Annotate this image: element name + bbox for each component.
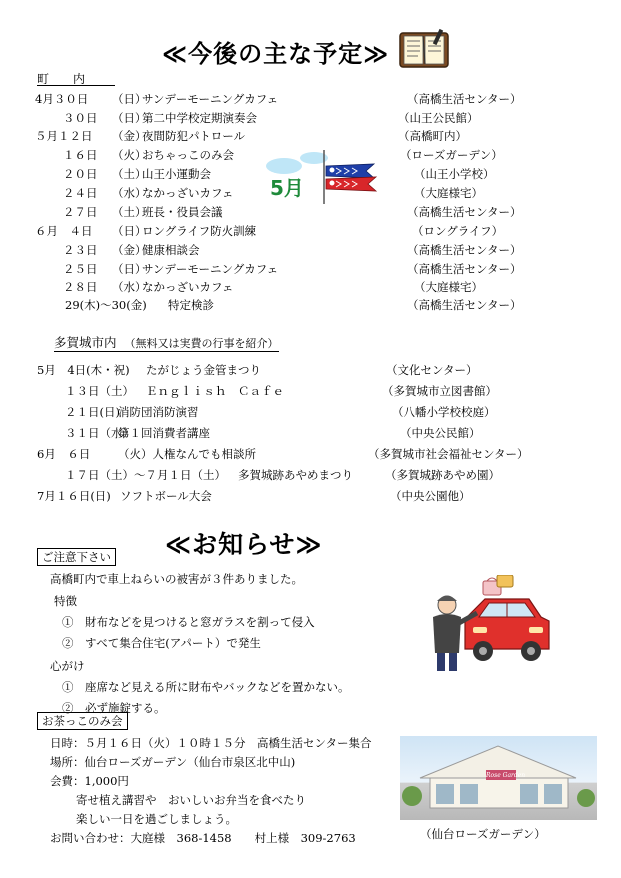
town-event-date: 29(木)～30(金) — [65, 298, 147, 312]
city-event-date: 7月１６日(日) — [37, 489, 111, 503]
city-event-place: （八幡小学校校庭） — [392, 405, 496, 419]
city-section-label — [54, 333, 279, 352]
town-event-name: 特定検診 — [168, 298, 214, 312]
town-event-date: １６日 — [63, 148, 98, 162]
town-event-date: ２０日 — [63, 167, 98, 181]
city-event-name: （火）人権なんでも相談所 — [118, 447, 256, 461]
town-event-place: （大庭様宅） — [414, 280, 483, 294]
town-event-name: 健康相談会 — [142, 243, 200, 257]
caution-label: ご注意下さい — [37, 548, 116, 566]
tea-line-6: お問い合わせ：大庭様 368-1458 村上様 309-2763 — [50, 831, 356, 845]
town-event-date: ３０日 — [63, 111, 98, 125]
rose-garden-photo — [400, 736, 597, 820]
town-event-place: （ローズガーデン） — [400, 148, 503, 162]
city-event-name: 消防団消防演習 — [118, 405, 199, 419]
city-event-date: 5月 4日(木・祝) — [37, 363, 130, 377]
town-event-dow: （土） — [112, 167, 147, 181]
feature-item-2: ② すべて集合住宅(アパート）で発生 — [62, 636, 261, 650]
city-event-place: （多賀城市立図書館） — [382, 384, 497, 398]
town-event-date: ６月 ４日 — [35, 224, 93, 238]
feature-item-1: ① 財布などを見つけると窓ガラスを割って侵入 — [62, 615, 315, 629]
town-event-place: （高橋生活センター） — [407, 243, 522, 257]
may-badge: 5月 — [270, 176, 304, 200]
town-event-name: 第二中学校定期演奏会 — [142, 111, 257, 125]
features-label: 特徴 — [54, 594, 77, 608]
city-event-place: （多賀城跡あやめ園） — [385, 468, 500, 482]
mind-item-2: ② 必ず施錠する。 — [62, 701, 166, 715]
city-label-text: 多賀城市内 — [54, 335, 117, 350]
town-event-name: ロングライフ防火訓練 — [142, 224, 257, 238]
city-event-name: たがじょう金管まつり — [146, 363, 261, 377]
city-event-date: １７日（土）～７月１日（土） — [65, 468, 226, 482]
town-event-date: ５月１２日 — [35, 129, 93, 143]
town-event-place: （高橋生活センター） — [407, 205, 522, 219]
city-event-name: 第１回消費者講座 — [118, 426, 210, 440]
town-event-place: （大庭様宅） — [414, 186, 483, 200]
town-event-name: 夜間防犯パトロール — [142, 129, 246, 143]
tea-line-4: 寄せ植え講習や おいしいお弁当を食べたり — [76, 793, 306, 807]
town-event-place: （高橋生活センター） — [407, 92, 522, 106]
town-event-name: サンデーモーニングカフェ — [142, 262, 279, 276]
town-event-dow: （日） — [112, 224, 147, 238]
city-event-name: ソフトボール大会 — [120, 489, 212, 503]
tea-line-1: 日時：５月１６日（火）１０時１５分 高橋生活センター集合 — [50, 736, 372, 750]
tea-line-2: 場所：仙台ローズガーデン（仙台市泉区北中山) — [50, 755, 296, 769]
town-event-name: 山王小運動会 — [142, 167, 211, 181]
town-event-name: サンデーモーニングカフェ — [142, 92, 279, 106]
mind-label: 心がけ — [50, 659, 85, 673]
caution-intro: 高橋町内で車上ねらいの被害が３件ありました。 — [50, 572, 303, 586]
city-event-place: （中央公民館） — [400, 426, 481, 440]
city-event-place: （中央公園他） — [390, 489, 471, 503]
town-event-name: なかっざいカフェ — [142, 186, 234, 200]
town-event-dow: （土） — [112, 205, 147, 219]
mind-item-1: ① 座席など見える所に財布やバックなどを置かない。 — [62, 680, 350, 694]
city-event-date: ３１日（水） — [65, 426, 134, 440]
town-event-place: （高橋生活センター） — [407, 262, 522, 276]
town-event-dow: （金） — [112, 243, 147, 257]
town-event-date: ２４日 — [63, 186, 98, 200]
town-event-place: （高橋生活センター） — [407, 298, 522, 312]
town-section-label: 町 内 — [37, 70, 115, 86]
town-event-dow: （水） — [112, 280, 147, 294]
town-event-name: なかっざいカフェ — [142, 280, 234, 294]
schedule-heading: ≪今後の主な予定≫ — [162, 40, 390, 68]
city-note: （無料又は実費の行事を紹介） — [124, 337, 279, 350]
photo-sign: Rose Garden — [486, 772, 526, 779]
town-event-date: ２７日 — [63, 205, 98, 219]
town-event-date: 4月３０日 — [35, 92, 89, 106]
car-theft-illustration — [425, 575, 555, 675]
town-event-place: （山王小学校） — [414, 167, 495, 181]
notebook-icon — [396, 27, 452, 73]
city-event-name: Ｅｎｇｌｉｓｈ Ｃａｆｅ — [146, 384, 284, 398]
tea-label: お茶っこのみ会 — [37, 712, 128, 730]
town-event-date: ２８日 — [63, 280, 98, 294]
town-event-date: ２５日 — [63, 262, 98, 276]
notice-heading: ≪お知らせ≫ — [165, 530, 323, 559]
town-event-dow: （日） — [112, 262, 147, 276]
city-event-date: １３日（土） — [65, 384, 134, 398]
town-event-dow: （水） — [112, 186, 147, 200]
city-event-name: 多賀城跡あやめまつり — [238, 468, 353, 482]
town-event-dow: （火） — [112, 148, 147, 162]
city-event-date: ２１日(日) — [65, 405, 120, 419]
city-event-place: （文化センター） — [386, 363, 478, 377]
town-event-place: （高橋町内） — [398, 129, 467, 143]
town-event-place: （山王公民館） — [398, 111, 479, 125]
town-event-dow: （日） — [112, 92, 147, 106]
town-event-place: （ロングライフ） — [412, 224, 504, 238]
town-event-name: 班長・役員会議 — [142, 205, 223, 219]
photo-caption: （仙台ローズガーデン） — [420, 827, 546, 841]
town-event-name: おちゃっこのみ会 — [142, 148, 234, 162]
city-event-place: （多賀城市社会福祉センター） — [368, 447, 529, 461]
town-event-dow: （日） — [112, 111, 147, 125]
tea-line-3: 会費：1,000円 — [50, 774, 129, 788]
tea-line-5: 楽しい一日を過ごしましょう。 — [76, 812, 237, 826]
town-event-date: ２３日 — [63, 243, 98, 257]
town-event-dow: （金） — [112, 129, 147, 143]
city-event-date: 6月 ６日 — [37, 447, 91, 461]
